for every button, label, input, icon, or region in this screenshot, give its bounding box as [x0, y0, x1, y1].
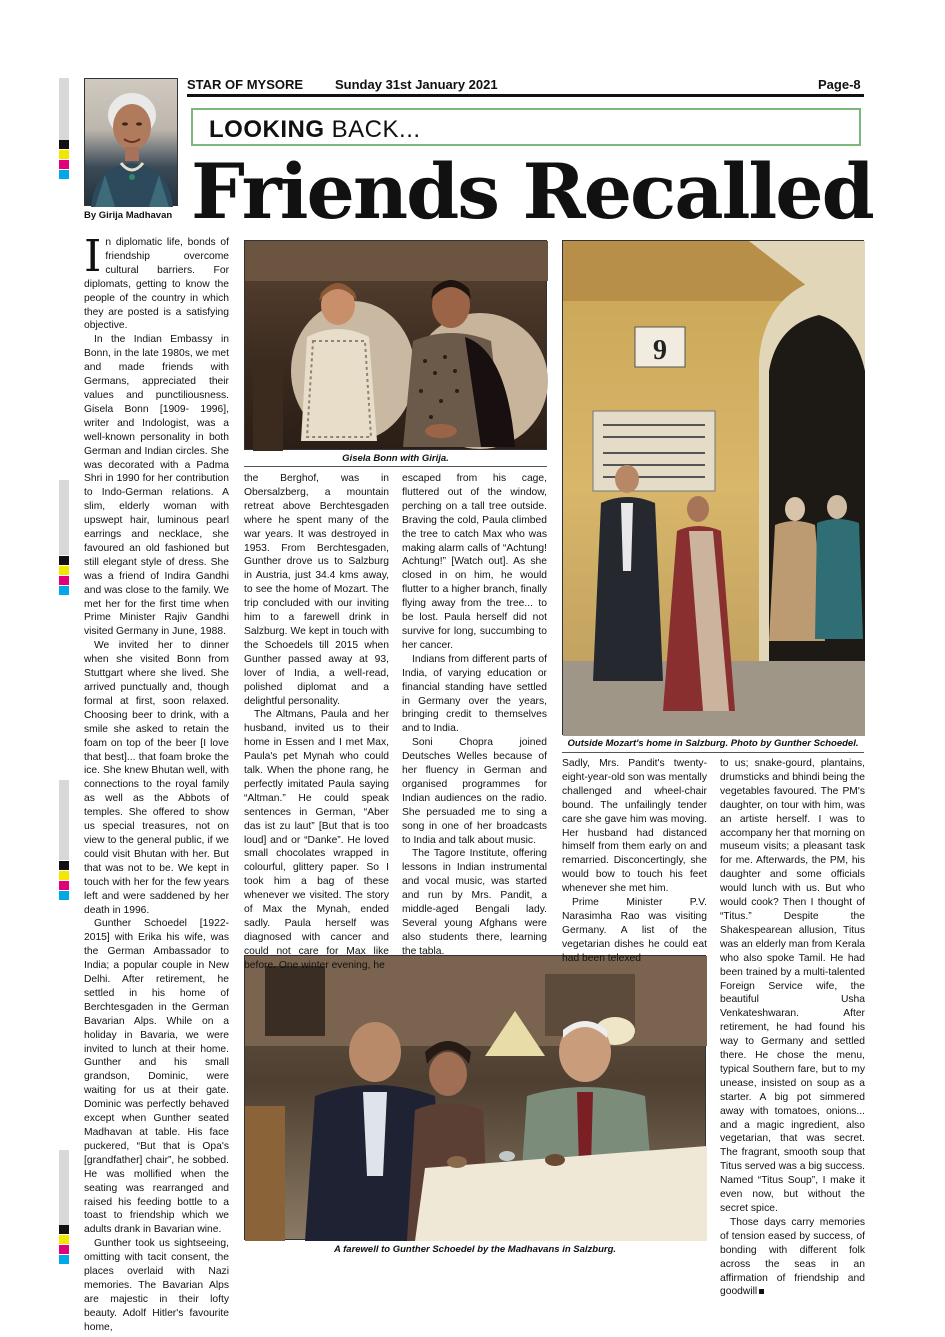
- caption-photo2: Outside Mozart's home in Salzburg. Photo by Gunther Schoedel.: [567, 738, 859, 749]
- article-paragraph: Gunther Schoedel [1922-2015] with Erika his wife, was the German Ambassador to India; a popular couple in New Delhi. After retirement, he settled in his home of Berchtesgaden in the German Bavarian Alps. While on a holiday in Bavaria, we were invited to lunch at their home. Gunther and his small grandson, Dominic, were waiting for us at their gate. Dominic was perfectly behaved except when Gunther seated Madhavan at table. His face puckered, “But that is Opa's [grandfather] chair”, he sobbed. He was mollified when the seating was rearranged and raised his feeding bottle to a toast to friendship which we adults drank in Bavarian wine.: [84, 918, 229, 1236]
- end-of-article-mark: [759, 1289, 764, 1294]
- article-paragraph: The Tagore Institute, offering lessons in Indian instrumental and vocal music, was started and run by Mrs. Pandit, a middle-aged Bengali lady. Several young Afghans were also students there, learning the tabla.: [402, 848, 547, 957]
- section-label-box: [191, 108, 861, 146]
- drop-cap: I: [84, 231, 102, 282]
- photo-mozart-illustration: [563, 241, 865, 736]
- photo-gisela-bonn-with-girija: [244, 240, 547, 450]
- section-label-bold: LOOKING: [209, 116, 325, 143]
- author-portrait: [84, 78, 178, 206]
- byline: By Girija Madhavan: [84, 210, 173, 221]
- article-paragraph: Sadly, Mrs. Pandit's twenty-eight-year-old son was mentally challenged and wheel-chair bound. The unfailingly tender care she gave him was moving. Her husband had distanced himself from them early on and remarried. Disconcertingly, she would bow to touch his feet whenever she met him.: [562, 758, 707, 895]
- section-label: [209, 116, 421, 144]
- article-column-5: [720, 757, 865, 1298]
- article-paragraph: to us; snake-gourd, plantains, drumsticks and bhindi being the vegetables favoured. The PM's daughter, on tour with him, was an artiste herself. I was to accompany her that morning on museum visits; a pleasant task for me. Afterwards, the PM, his daughter and some officials would lunch with us. But who would cook? Then I thought of “Titus.” Despite the Shakespearean allusion, Titus was an elderly man from Kerala who also spoke Tamil. He had been trained by a multi-talented Foreign Service wife, the beautiful Usha Venkateshwaran. After retirement, he had found his way to Germany and settled there. He chose the menu, typical Southern fare, but to my unease, insisted on soup as a starter. A big pot simmered away with tomatoes, onions... and a magic ingredient, also vegetarian, that was secret. The fragrant, smooth soup that Titus served was a big success. Named “Titus Soup”, I make it even now, but without the secret spice.: [720, 758, 865, 1214]
- article-column-4: [562, 757, 707, 964]
- article-column-1: [84, 231, 229, 1333]
- caption-photo3: A farewell to Gunther Schoedel by the Madhavans in Salzburg.: [333, 1244, 617, 1255]
- article-paragraph-1: In diplomatic life, bonds of friendship overcome cultural barriers. For diplomats, getting to know the people of the country in which they are posted is a satisfying objective.: [84, 231, 229, 332]
- article-column-3: [402, 472, 547, 957]
- publication-name: STAR OF MYSORE: [187, 77, 304, 92]
- article-paragraph: the Berghof, was in Obersalzberg, a mountain retreat above Berchtesgaden where he spent many of the war years. It was destroyed in 1953. From Berchtesgaden, Gunther drove us to Salzburg in Austria, just 34.4 kms away, to see the home of Mozart. The trip concluded with our inviting him to a farewell drink in Salzburg. We kept in touch with the Schoedels till 2015 when Gunther passed away at 93, lover of India, a well-read, polished diplomat and a delightful personality.: [244, 473, 389, 707]
- article-paragraph-last: Those days carry memories of tension eased by success, of bonding with different folk across the seas in an affirmation of friendship and goodwill: [720, 1216, 865, 1298]
- article-paragraph: Indians from different parts of India, of varying education or financial standing have settled in Germany over the years, bringing credit to themselves and to India.: [402, 653, 547, 735]
- article-paragraph: In the Indian Embassy in Bonn, in the late 1980s, we met and made friends with Germans, appreciated their values and punctiliousness. Gisela Bonn [1909- 1996], writer and Indologist, was a well-known personality in both German and Indian circles. She was decorated with a Padma Shri in 1990 for her contribution to Indo-German relations. A slim, elderly woman with upswept hair, luminous pearl earrings and necklace, she favoured an old fashioned but still elegant style of dress. She was a friend of Indira Gandhi and was close to the family. We met her for the first time when Prime Minister Rajiv Gandhi visited Germany in June, 1988.: [84, 334, 229, 638]
- article-paragraph: Prime Minister P.V. Narasimha Rao was visiting Germany. A list of the vegetarian dishes he could eat had been telexed: [562, 897, 707, 964]
- publication-date: Sunday 31st January 2021: [335, 77, 498, 92]
- caption-photo1: Gisela Bonn with Girija.: [342, 453, 449, 464]
- article-paragraph: We invited her to dinner when she visited Bonn from Stuttgart where she lived. She arrived punctually and, though formal at first, soon relaxed. Choosing beer to drink, with a smile she asked to retain the foam on top of the beer [I love that best]... that foam broke the ice. She knew Bhutan well, with connections to the royal family as well as the Abbots of temples. She offered to show us special treasures, not on view to the general public, if we could visit Bhutan with her. But that was not to be. We kept in touch with her for the few years left and were saddened by her death in 1996.: [84, 640, 229, 916]
- caption-rule-1: [244, 466, 547, 467]
- article-column-2: [244, 472, 389, 971]
- article-paragraph: escaped from his cage, fluttered out of the window, perching on a tall tree outside. Braving the cold, Paula climbed the tree to catch Max who was making alarm calls of “Achtung! Achtung!” [Watch out]. As she closed in on him, he would flutter to a higher branch, finally flying away from the tree... to be lost. Paula herself did not survive for long, succumbing to her cancer.: [402, 473, 547, 651]
- house-number-sign: 9: [653, 335, 667, 366]
- author-portrait-illustration: [85, 79, 179, 207]
- section-label-rest: BACK...: [324, 116, 421, 143]
- article-paragraph: Soni Chopra joined Deutsches Welles because of her fluency in German and organised programmes for Indian audiences on the radio. She persuaded me to sing a song in one of her broadcasts to India and talk about music.: [402, 737, 547, 846]
- article-paragraph: Gunther took us sightseeing, omitting with tacit consent, the places overlaid with Nazi memories. The Bavarian Alps are majestic in their lofty beauty. Adolf Hitler's favourite home,: [84, 1238, 229, 1333]
- photo-farewell-gunther-schoedel: [244, 955, 706, 1240]
- headline: Friends Recalled: [191, 147, 873, 236]
- photo-gisela-illustration: [245, 241, 548, 451]
- photo-outside-mozarts-home: [562, 240, 864, 735]
- page-number: Page-8: [818, 77, 861, 92]
- photo-farewell-illustration: [245, 956, 707, 1241]
- masthead-rule: [187, 94, 864, 97]
- article-paragraph: The Altmans, Paula and her husband, invited us to their home in Essen and I met Max, Paula's pet Mynah who could talk. When the phone rang, he perfectly imitated Paula saying “Altman.” He could speak sentences in German, “Aber das ist zu laut” [But that is too loud] and or “Danke”. He loved small chocolates wrapped in colourful, glittery paper. So I took him a bag of these whenever we visited. The story of Max the Mynah, ended sadly. Paula herself was diagnosed with cancer and could not care for Max like before. One winter evening, he: [244, 709, 389, 971]
- caption-rule-2: [562, 752, 864, 753]
